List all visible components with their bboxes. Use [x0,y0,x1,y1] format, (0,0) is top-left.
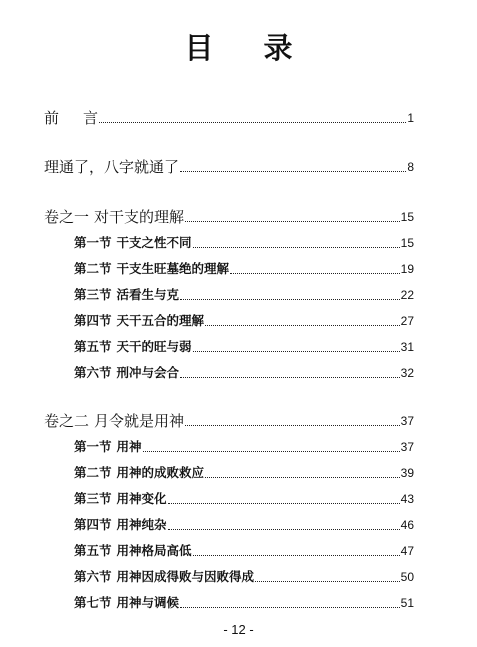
toc-leader [205,477,400,478]
toc-page-number: 19 [400,262,414,276]
toc-entry-v2-s4[interactable] [74,514,414,534]
toc-entry-v2-s6[interactable] [74,566,414,586]
toc-leader [168,503,400,504]
toc-entry-v2-s7[interactable] [74,592,414,612]
toc-page-number: 46 [400,518,414,532]
toc-entry-label: 第六节 刑冲与会合 [74,365,180,380]
toc-entry-label: 第五节 天干的旺与弱 [74,339,192,354]
toc-entry-label: 卷之一 对干支的理解 [44,208,185,226]
toc-page-number: 39 [400,466,414,480]
toc-leader [193,351,400,352]
toc-entry-volume-2[interactable] [44,410,414,430]
toc-entry-label: 第四节 天干五合的理解 [74,313,205,328]
toc-leader [180,171,406,172]
toc-entry-intro[interactable] [44,156,414,176]
toc-page-number: 37 [400,440,414,454]
toc-page-number: 27 [400,314,414,328]
toc-entry-v1-s1[interactable] [74,232,414,252]
toc-page-number: 37 [400,414,414,428]
toc-page-number: 15 [400,236,414,250]
toc-leader [205,325,400,326]
toc-entry-label: 第七节 用神与调候 [74,595,180,610]
toc-entry-v1-s6[interactable] [74,362,414,382]
toc-entry-label: 第三节 活看生与克 [74,287,180,302]
toc-leader [185,425,400,426]
page-title: 目 录 [184,31,313,65]
toc-entry-label: 卷之二 月令就是用神 [44,412,185,430]
toc-entry-label: 第三节 用神变化 [74,491,167,506]
toc-entry-label: 第二节 用神的成败救应 [74,465,205,480]
toc-entry-label: 第四节 用神纯杂 [74,517,167,532]
toc-entry-label: 前 言 [44,109,99,127]
toc-page-number: 51 [400,596,414,610]
toc-leader [180,377,400,378]
toc-leader [230,273,400,274]
toc-entry-label: 第一节 干支之性不同 [74,235,192,250]
toc-page-number: 32 [400,366,414,380]
toc-leader [180,299,400,300]
toc-entry-label: 理通了，八字就通了 [44,158,180,176]
toc-entry-v2-s2[interactable] [74,462,414,482]
toc-leader [180,607,400,608]
toc-leader [193,247,400,248]
toc-entry-v2-s1[interactable] [74,436,414,456]
toc-page-number: 1 [407,111,414,125]
toc-leader [255,581,400,582]
toc-entry-v1-s3[interactable] [74,284,414,304]
toc-page-number: 31 [400,340,414,354]
toc-entry-preface[interactable] [44,107,414,127]
toc-leader [143,451,400,452]
toc-entry-label: 第五节 用神格局高低 [74,543,192,558]
toc-entry-v2-s3[interactable] [74,488,414,508]
toc-entry-v2-s5[interactable] [74,540,414,560]
toc-page-number: 8 [407,160,414,174]
toc-page-number: 47 [400,544,414,558]
toc-leader [193,555,400,556]
toc-entry-label: 第一节 用神 [74,439,142,454]
toc-leader [168,529,400,530]
toc-leader [99,122,406,123]
toc-entry-v1-s5[interactable] [74,336,414,356]
toc-page-number: 50 [400,570,414,584]
toc-page-number: 43 [400,492,414,506]
toc-entry-label: 第六节 用神因成得败与因败得成 [74,569,255,584]
toc-entry-volume-1[interactable] [44,206,414,226]
toc-page-number: 22 [400,288,414,302]
toc-leader [185,221,400,222]
toc-page-number: 15 [400,210,414,224]
toc-entry-label: 第二节 干支生旺墓绝的理解 [74,261,230,276]
toc-entry-v1-s2[interactable] [74,258,414,278]
toc-entry-v1-s4[interactable] [74,310,414,330]
page-number-footer: - 12 - [223,622,254,637]
